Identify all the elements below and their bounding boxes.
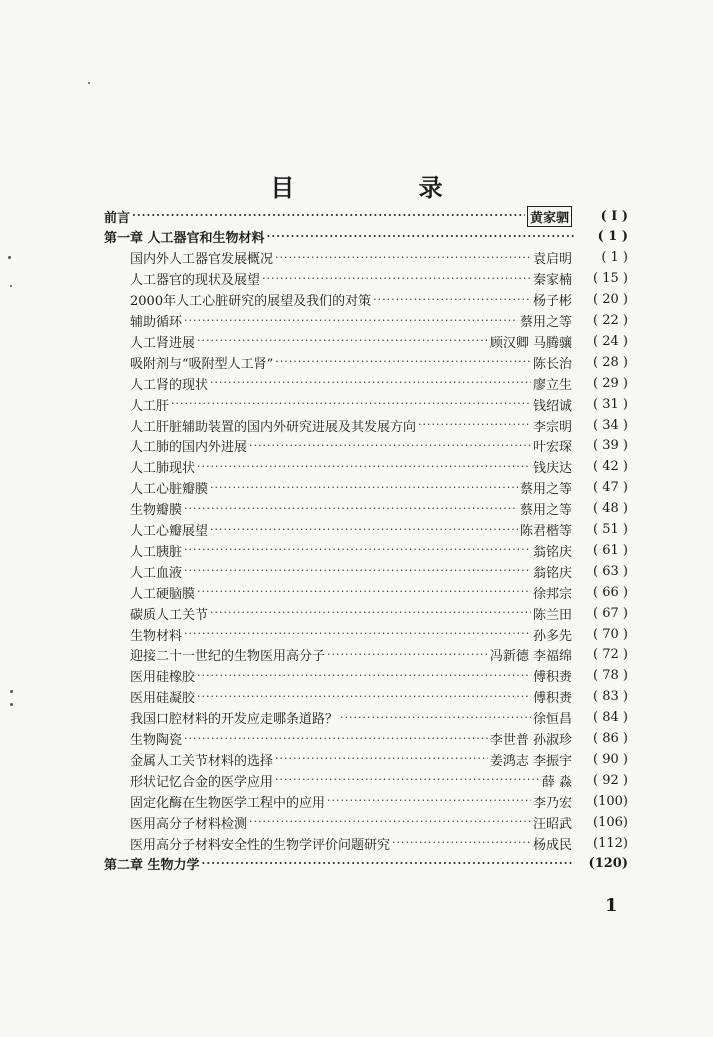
dot-leader	[197, 582, 531, 602]
toc-entry-author: 翁铭庆	[532, 565, 572, 581]
dot-leader	[184, 311, 518, 331]
toc-entry-row	[130, 561, 628, 581]
toc-entry-row	[130, 603, 628, 623]
toc-entry-author: 冯新德 李福绵	[489, 649, 572, 665]
toc-entry-author: 陈长治	[532, 356, 572, 372]
toc-entry-title: 辅助循环	[130, 315, 183, 330]
toc-entry-row	[130, 624, 628, 644]
toc-entry-author: 杨子彬	[532, 294, 572, 310]
dot-leader	[197, 666, 531, 686]
toc-entry-page: ( 78 )	[593, 668, 628, 684]
toc-entry-author: 傅积赉	[532, 670, 572, 686]
toc-entry-title: 人工肾进展	[130, 335, 196, 351]
toc-entry-page: ( 84 )	[593, 710, 628, 726]
dot-leader	[184, 729, 488, 749]
toc-entry-page: ( 15 )	[593, 271, 628, 287]
toc-entry-title: 形状记忆合金的医学应用	[130, 774, 274, 790]
toc-entry-author: 廖立生	[532, 377, 572, 393]
dot-leader	[210, 520, 518, 540]
toc-entry-page: ( 61 )	[593, 542, 628, 558]
dot-leader	[249, 812, 531, 832]
toc-entry-author: 陈君楷等	[519, 524, 572, 539]
toc-entry-page: ( 83 )	[593, 689, 628, 705]
toc-entry-author: 钱庆达	[532, 461, 572, 477]
toc-entry-page: ( 90 )	[593, 751, 628, 767]
dot-leader	[275, 352, 531, 372]
toc-entry-row	[130, 708, 628, 728]
toc-entry-title: 我国口腔材料的开发应走哪条道路？	[130, 712, 339, 728]
scan-speck	[10, 285, 12, 287]
toc-entry-page: ( 29 )	[593, 375, 628, 391]
toc-entry-page: ( 92 )	[593, 772, 628, 788]
dot-leader	[275, 248, 531, 268]
toc-entry-page: ( 1 )	[601, 250, 628, 266]
toc-entry-page: ( 51 )	[593, 522, 628, 537]
toc-entry-page: ( 67 )	[593, 605, 628, 621]
toc-entry-title: 人工胰脏	[130, 544, 183, 560]
dot-leader	[327, 791, 531, 811]
toc-entry-title: 人工血液	[130, 565, 183, 581]
scan-speck	[10, 703, 13, 706]
toc-entry-title: 第二章 生物力学	[104, 858, 200, 874]
toc-entry-page: ( I )	[600, 208, 628, 224]
dot-leader	[267, 227, 574, 247]
toc-entry-row	[130, 311, 628, 331]
toc-entry-title: 国内外人工器官发展概况	[130, 252, 274, 268]
toc-entry-row	[130, 770, 628, 790]
toc-entry-title: 人工心瓣展望	[130, 524, 209, 539]
toc-entry-row	[130, 394, 628, 414]
dot-leader	[202, 854, 574, 874]
scan-speck	[10, 690, 13, 693]
toc-entry-title: 医用高分子材料安全性的生物学评价问题研究	[130, 837, 391, 853]
dot-leader	[197, 687, 531, 707]
dot-leader	[184, 499, 518, 519]
toc-entry-page: (106)	[593, 814, 628, 830]
dot-leader	[275, 770, 540, 790]
scan-speck	[88, 82, 90, 84]
toc-entry-author: 秦家楠	[532, 273, 572, 289]
toc-entry-author: 叶宏琛	[532, 440, 572, 456]
toc-entry-title: 碳质人工关节	[130, 607, 209, 623]
scan-speck	[8, 256, 11, 259]
toc-entry-author: 汪昭武	[532, 816, 572, 832]
toc-entry-title: 生物材料	[130, 628, 183, 644]
toc-entry-row	[130, 248, 628, 268]
dot-leader	[210, 478, 518, 498]
toc-entry-author: 蔡用之等	[519, 315, 572, 330]
toc-entry-title: 生物陶瓷	[130, 733, 183, 748]
toc-entry-row	[130, 457, 628, 477]
toc-entry-title: 人工肝脏辅助装置的国内外研究进展及其发展方向	[130, 419, 417, 435]
toc-entry-page: ( 39 )	[593, 438, 628, 454]
dot-leader	[262, 269, 531, 289]
toc-entry-page: (100)	[593, 793, 628, 809]
toc-entry-author: 傅积赉	[532, 691, 572, 707]
toc-entry-row	[130, 478, 628, 498]
dot-leader	[418, 415, 531, 435]
toc-entry-row	[130, 833, 628, 853]
toc-entry-row	[130, 331, 628, 351]
dot-leader	[184, 540, 531, 560]
toc-entry-author: 陈兰田	[532, 607, 572, 623]
toc-entry-page: ( 28 )	[593, 354, 628, 370]
toc-entry-page: ( 72 )	[593, 647, 628, 663]
toc-entry-author: 李乃宏	[532, 795, 572, 811]
toc-entry-row	[130, 499, 628, 519]
toc-entry-row	[130, 812, 628, 832]
toc-chapter-row	[104, 854, 628, 874]
toc-entry-page: ( 22 )	[593, 313, 628, 328]
dot-leader	[171, 394, 531, 414]
toc-entry-author: 蔡用之等	[519, 503, 572, 519]
toc-entry-row	[130, 645, 628, 665]
toc-entry-row	[130, 520, 628, 540]
toc-entry-title: 迎接二十一世纪的生物医用高分子	[130, 649, 326, 665]
dot-leader	[210, 373, 531, 393]
toc-entry-page: (112)	[593, 835, 628, 851]
toc-entry-page: ( 48 )	[593, 501, 628, 517]
dot-leader	[184, 624, 531, 644]
toc-entry-page: ( 34 )	[593, 417, 628, 433]
toc-entry-page: ( 24 )	[593, 333, 628, 349]
toc-entry-title: 医用硅凝胶	[130, 691, 196, 707]
dot-leader	[197, 331, 488, 351]
toc-entry-author: 李宗明	[532, 419, 572, 435]
page-number: 1	[605, 895, 618, 916]
toc-entry-title: 第一章 人工器官和生物材料	[104, 231, 265, 247]
toc-entry-row	[130, 540, 628, 560]
toc-entry-author: 钱绍诚	[532, 398, 572, 414]
dot-leader	[249, 436, 531, 456]
toc-entry-page: ( 70 )	[593, 626, 628, 642]
toc-entry-row	[130, 582, 628, 602]
toc-entry-author: 黄家驷	[527, 206, 572, 227]
toc-entry-author: 顾汉卿 马腾骧	[489, 335, 572, 351]
toc-entry-title: 生物瓣膜	[130, 503, 183, 519]
toc-entry-title: 金属人工关节材料的选择	[130, 753, 274, 769]
toc-entry-author: 徐恒昌	[532, 712, 572, 728]
toc-entry-page: ( 47 )	[593, 480, 628, 496]
toc-entry-author: 薛 淼	[541, 774, 572, 790]
toc-entry-title: 医用硅橡胶	[130, 670, 196, 686]
toc-entry-row	[130, 666, 628, 686]
toc-entry-page: ( 20 )	[593, 292, 628, 308]
toc-entry-title: 人工心脏瓣膜	[130, 482, 209, 498]
dot-leader	[197, 457, 531, 477]
page-title: 目 录	[270, 173, 501, 202]
dot-leader	[373, 290, 531, 310]
toc-entry-title: 前言	[104, 210, 131, 226]
toc-entry-author: 袁启明	[532, 252, 572, 268]
toc-chapter-row	[104, 227, 628, 247]
toc-entry-author: 孙多先	[532, 628, 572, 644]
toc-entry-title: 人工硬脑膜	[130, 586, 196, 602]
toc-entry-title: 人工肺现状	[130, 461, 196, 477]
dot-leader	[210, 603, 531, 623]
toc-entry-row	[130, 269, 628, 289]
toc-entry-author: 杨成民	[532, 837, 572, 853]
toc-entry-title: 吸附剂与“吸附型人工肾”	[130, 356, 274, 372]
dot-leader	[275, 749, 488, 769]
toc-entry-title: 人工肺的国内外进展	[130, 440, 248, 456]
toc-entry-author: 姜鸿志 李振宇	[489, 753, 572, 769]
toc-entry-row	[130, 352, 628, 372]
toc-entry-page: ( 1 )	[597, 229, 628, 245]
dot-leader	[340, 708, 531, 728]
toc-entry-page: ( 42 )	[593, 459, 628, 475]
toc-entry-title: 人工肾的现状	[130, 377, 209, 393]
toc-entry-title: 2000年人工心脏研究的展望及我们的对策	[130, 294, 372, 310]
toc-entry-page: ( 63 )	[593, 563, 628, 579]
toc-entry-author: 翁铭庆	[532, 544, 572, 560]
toc-entry-row	[130, 687, 628, 707]
toc-entry-row	[130, 749, 628, 769]
toc-chapter-row	[104, 206, 628, 226]
dot-leader	[327, 645, 488, 665]
dot-leader	[392, 833, 531, 853]
toc-entry-title: 医用高分子材料检测	[130, 816, 248, 832]
toc-entry-page: ( 66 )	[593, 584, 628, 600]
toc-entry-author: 徐邦宗	[532, 586, 572, 602]
toc-entry-row	[130, 415, 628, 435]
toc-entry-page: ( 86 )	[593, 731, 628, 746]
toc-entry-row	[130, 729, 628, 749]
toc-entry-page: ( 31 )	[593, 396, 628, 412]
toc-entry-row	[130, 290, 628, 310]
toc-entry-title: 人工器官的现状及展望	[130, 273, 261, 289]
toc-entry-row	[130, 373, 628, 393]
toc-entry-author: 蔡用之等	[519, 482, 572, 498]
toc-entry-title: 人工肝	[130, 398, 170, 414]
dot-leader	[132, 206, 525, 226]
toc-entry-author: 李世普 孙淑珍	[489, 733, 572, 748]
toc-entry-row	[130, 791, 628, 811]
toc-entry-page: (120)	[588, 856, 628, 872]
dot-leader	[184, 561, 531, 581]
toc-entry-row	[130, 436, 628, 456]
toc-entry-title: 固定化酶在生物医学工程中的应用	[130, 795, 326, 811]
